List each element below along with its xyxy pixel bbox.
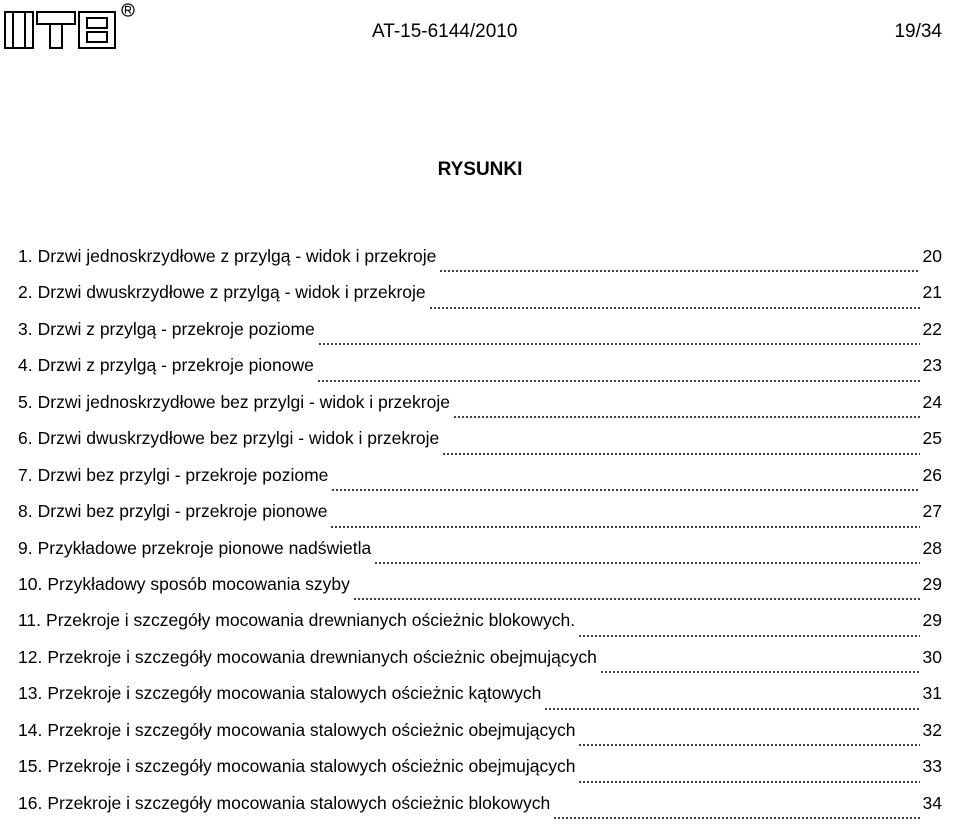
toc-entry[interactable] bbox=[18, 681, 942, 717]
toc-entry-page: 22 bbox=[922, 318, 942, 339]
toc-dot-leader bbox=[353, 598, 920, 600]
toc-entry-label: Drzwi dwuskrzydłowe bez przylgi - widok i przekroje bbox=[37, 428, 440, 449]
toc-entry-page: 20 bbox=[922, 246, 942, 266]
toc-entry-label: Przekroje i szczegóły mocowania drewnianych ościeżnic obejmujących bbox=[47, 646, 597, 667]
table-of-contents bbox=[18, 244, 942, 827]
toc-entry[interactable] bbox=[18, 754, 942, 790]
toc-dot-leader bbox=[429, 307, 920, 309]
toc-dot-leader bbox=[578, 781, 919, 783]
toc-entry-label: Drzwi dwuskrzydłowe z przylgą - widok i przekroje bbox=[37, 282, 426, 303]
toc-entry[interactable] bbox=[18, 244, 942, 280]
toc-entry-number: 9. bbox=[18, 537, 33, 558]
toc-entry-label: Przekroje i szczegóły mocowania drewnianych ościeżnic blokowych. bbox=[46, 610, 576, 631]
section-title: RYSUNKI bbox=[437, 159, 523, 180]
toc-entry-number: 4. bbox=[18, 355, 33, 376]
toc-entry-number: 11. bbox=[18, 610, 42, 631]
toc-entry-page: 32 bbox=[922, 719, 942, 740]
toc-entry-number: 2. bbox=[18, 282, 33, 303]
toc-entry-page: 28 bbox=[922, 537, 942, 558]
toc-entry[interactable] bbox=[18, 536, 942, 572]
toc-entry-page: 21 bbox=[922, 282, 942, 303]
toc-dot-leader bbox=[317, 380, 920, 382]
itb-logo-icon bbox=[3, 2, 135, 52]
toc-entry-number: 16. bbox=[18, 792, 43, 813]
toc-entry[interactable] bbox=[18, 463, 942, 499]
toc-entry-label: Przekroje i szczegóły mocowania stalowych ościeżnic obejmujących bbox=[47, 719, 576, 740]
toc-entry[interactable] bbox=[18, 645, 942, 681]
toc-dot-leader bbox=[600, 671, 920, 673]
toc-entry[interactable] bbox=[18, 353, 942, 389]
toc-entry-label: Drzwi jednoskrzydłowe bez przylgi - widok i przekroje bbox=[37, 391, 450, 412]
toc-entry-label: Przykładowe przekroje pionowe nadświetla bbox=[37, 537, 372, 558]
toc-entry-page: 25 bbox=[922, 428, 942, 449]
toc-entry[interactable] bbox=[18, 317, 942, 353]
toc-entry-page: 29 bbox=[922, 573, 942, 594]
toc-entry[interactable] bbox=[18, 280, 942, 316]
toc-entry-number: 10. bbox=[18, 573, 43, 594]
toc-entry-label: Przekroje i szczegóły mocowania stalowych ościeżnic blokowych bbox=[47, 792, 551, 813]
toc-entry-label: Drzwi bez przylgi - przekroje poziome bbox=[37, 464, 329, 485]
toc-entry-number: 3. bbox=[18, 318, 33, 339]
page-header bbox=[0, 0, 960, 60]
toc-dot-leader bbox=[331, 489, 919, 491]
toc-entry-page: 31 bbox=[922, 683, 942, 704]
toc-entry-label: Przekroje i szczegóły mocowania stalowych ościeżnic obejmujących bbox=[47, 756, 576, 777]
toc-dot-leader bbox=[374, 562, 919, 564]
toc-entry[interactable] bbox=[18, 718, 942, 754]
toc-entry-page: 27 bbox=[922, 501, 942, 522]
toc-entry-number: 13. bbox=[18, 683, 43, 704]
toc-entry-number: 15. bbox=[18, 756, 43, 777]
toc-entry[interactable] bbox=[18, 608, 942, 644]
toc-dot-leader bbox=[442, 453, 919, 455]
toc-entry-label: Przykładowy sposób mocowania szyby bbox=[47, 573, 350, 594]
toc-entry[interactable] bbox=[18, 499, 942, 535]
toc-dot-leader bbox=[578, 744, 919, 746]
toc-entry-number: 7. bbox=[18, 464, 33, 485]
toc-entry-page: 34 bbox=[922, 792, 942, 813]
toc-entry-label: Drzwi jednoskrzydłowe z przylgą - widok i przekroje bbox=[37, 246, 437, 266]
toc-entry-number: 5. bbox=[18, 391, 33, 412]
toc-entry-label: Drzwi z przylgą - przekroje pionowe bbox=[37, 355, 314, 376]
toc-entry-page: 33 bbox=[922, 756, 942, 777]
toc-entry[interactable] bbox=[18, 572, 942, 608]
toc-dot-leader bbox=[453, 416, 920, 418]
toc-entry-number: 12. bbox=[18, 646, 43, 667]
document-code: AT-15-6144/2010 bbox=[372, 21, 518, 42]
toc-dot-leader bbox=[318, 343, 920, 345]
toc-entry-page: 23 bbox=[922, 355, 942, 376]
toc-entry-page: 29 bbox=[922, 610, 942, 631]
toc-entry-number: 1. bbox=[18, 246, 33, 266]
toc-entry[interactable] bbox=[18, 791, 942, 827]
toc-entry[interactable] bbox=[18, 390, 942, 426]
page-number: 19/34 bbox=[894, 21, 942, 42]
toc-dot-leader bbox=[578, 635, 919, 637]
toc-entry-label: Przekroje i szczegóły mocowania stalowych ościeżnic kątowych bbox=[47, 683, 542, 704]
toc-dot-leader bbox=[439, 270, 919, 272]
toc-entry-label: Drzwi z przylgą - przekroje poziome bbox=[37, 318, 315, 339]
toc-entry[interactable] bbox=[18, 426, 942, 462]
toc-entry-page: 26 bbox=[922, 464, 942, 485]
toc-dot-leader bbox=[553, 817, 919, 819]
toc-dot-leader bbox=[544, 708, 919, 710]
toc-entry-page: 30 bbox=[922, 646, 942, 667]
toc-entry-page: 24 bbox=[922, 391, 942, 412]
toc-dot-leader bbox=[330, 526, 919, 528]
toc-entry-number: 6. bbox=[18, 428, 33, 449]
toc-entry-label: Drzwi bez przylgi - przekroje pionowe bbox=[37, 501, 328, 522]
toc-entry-number: 8. bbox=[18, 501, 33, 522]
toc-entry-number: 14. bbox=[18, 719, 43, 740]
